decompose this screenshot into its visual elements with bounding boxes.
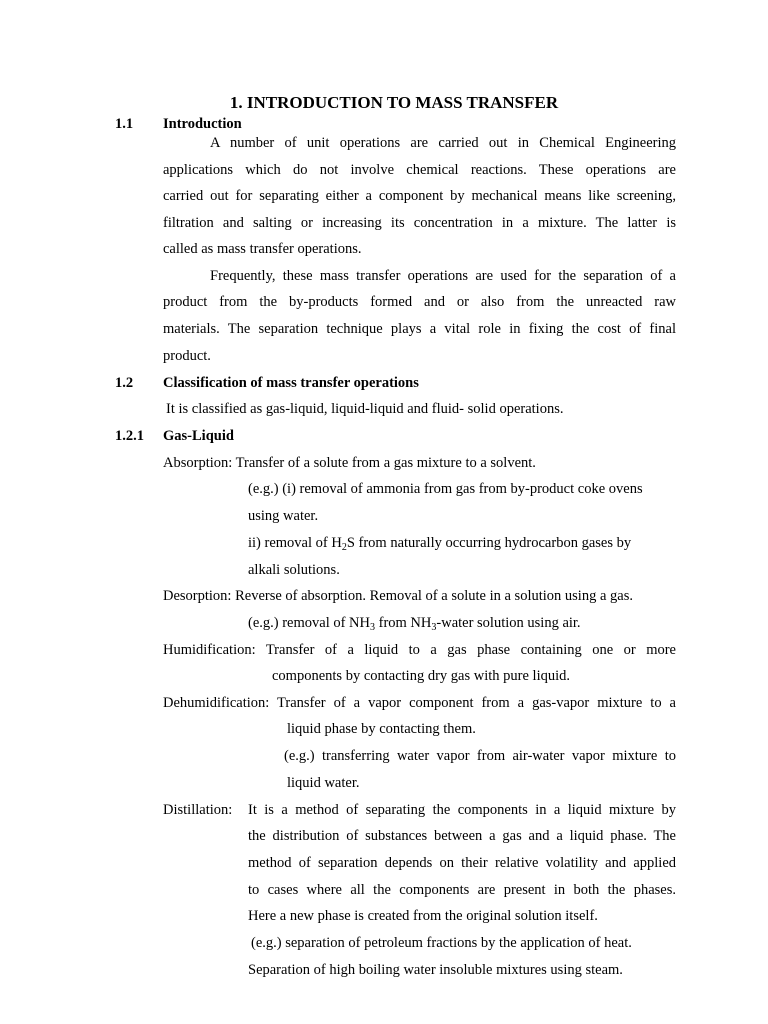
distillation-definition: method of separation depends on their relative volatility and applied xyxy=(248,855,676,871)
paragraph-line: It is classified as gas-liquid, liquid-liquid and fluid- solid operations. xyxy=(166,401,564,417)
humidification-definition: components by contacting dry gas with pure liquid. xyxy=(272,668,571,684)
absorption-example: using water. xyxy=(248,508,319,524)
chapter-title: 1. INTRODUCTION TO MASS TRANSFER xyxy=(229,93,559,112)
paragraph-line: carried out for separating either a component by mechanical means like screening, xyxy=(163,188,676,204)
dehumidification-definition: liquid phase by contacting them. xyxy=(287,721,476,737)
dehumidification-example: liquid water. xyxy=(287,775,360,791)
paragraph-line: Frequently, these mass transfer operations are used for the separation of a xyxy=(210,268,676,284)
desorption-example: (e.g.) removal of $NH_3$ from $NH_3$-water solution using air. xyxy=(248,615,581,633)
distillation-definition: It is a method of separating the components in a liquid mixture by xyxy=(248,802,676,818)
humidification-definition: Humidification: Transfer of a liquid to a gas phase containing one or more xyxy=(163,642,676,658)
distillation-example: Separation of high boiling water insoluble mixtures using steam. xyxy=(248,962,623,978)
paragraph-line: materials. The separation technique plays a vital role in fixing the cost of final xyxy=(163,321,676,337)
dehumidification-definition: Dehumidification: Transfer of a vapor component from a gas-vapor mixture to a xyxy=(163,695,676,711)
paragraph-line: A number of unit operations are carried out in Chemical Engineering xyxy=(210,135,676,151)
paragraph-line: product. xyxy=(163,348,211,364)
absorption-definition: Absorption: Transfer of a solute from a gas mixture to a solvent. xyxy=(163,455,536,471)
paragraph-line: applications which do not involve chemical reactions. These operations are xyxy=(163,162,676,178)
distillation-definition: Here a new phase is created from the original solution itself. xyxy=(248,908,598,924)
absorption-example: (e.g.) (i) removal of ammonia from gas from by-product coke ovens xyxy=(248,481,643,497)
distillation-definition: to cases where all the components are present in both the phases. xyxy=(248,882,676,898)
desorption-definition: Desorption: Reverse of absorption. Removal of a solute in a solution using a gas. xyxy=(163,588,633,604)
absorption-example: alkali solutions. xyxy=(248,562,340,578)
section-heading: Introduction xyxy=(163,116,242,132)
distillation-label: Distillation: xyxy=(163,802,233,818)
paragraph-line: filtration and salting or increasing its concentration in a mixture. The latter is xyxy=(163,215,676,231)
paragraph-line: product from the by-products formed and or also from the unreacted raw xyxy=(163,294,676,310)
absorption-example xyxy=(248,533,676,553)
subsection-number: 1.2.1 xyxy=(115,428,144,444)
distillation-example: (e.g.) separation of petroleum fractions by the application of heat. xyxy=(251,935,632,951)
text-run: ii) removal of $H_2S$ from naturally occurring hydrocarbon gases by xyxy=(248,535,632,553)
subsection-heading: Gas-Liquid xyxy=(163,428,234,444)
dehumidification-example: (e.g.) transferring water vapor from air-water vapor mixture to xyxy=(284,748,676,764)
section-heading: Classification of mass transfer operations xyxy=(163,375,419,391)
section-number: 1.2 xyxy=(115,375,134,391)
distillation-definition: the distribution of substances between a gas and a liquid phase. The xyxy=(248,828,676,844)
paragraph-line: called as mass transfer operations. xyxy=(163,241,362,257)
section-number: 1.1 xyxy=(115,116,134,132)
